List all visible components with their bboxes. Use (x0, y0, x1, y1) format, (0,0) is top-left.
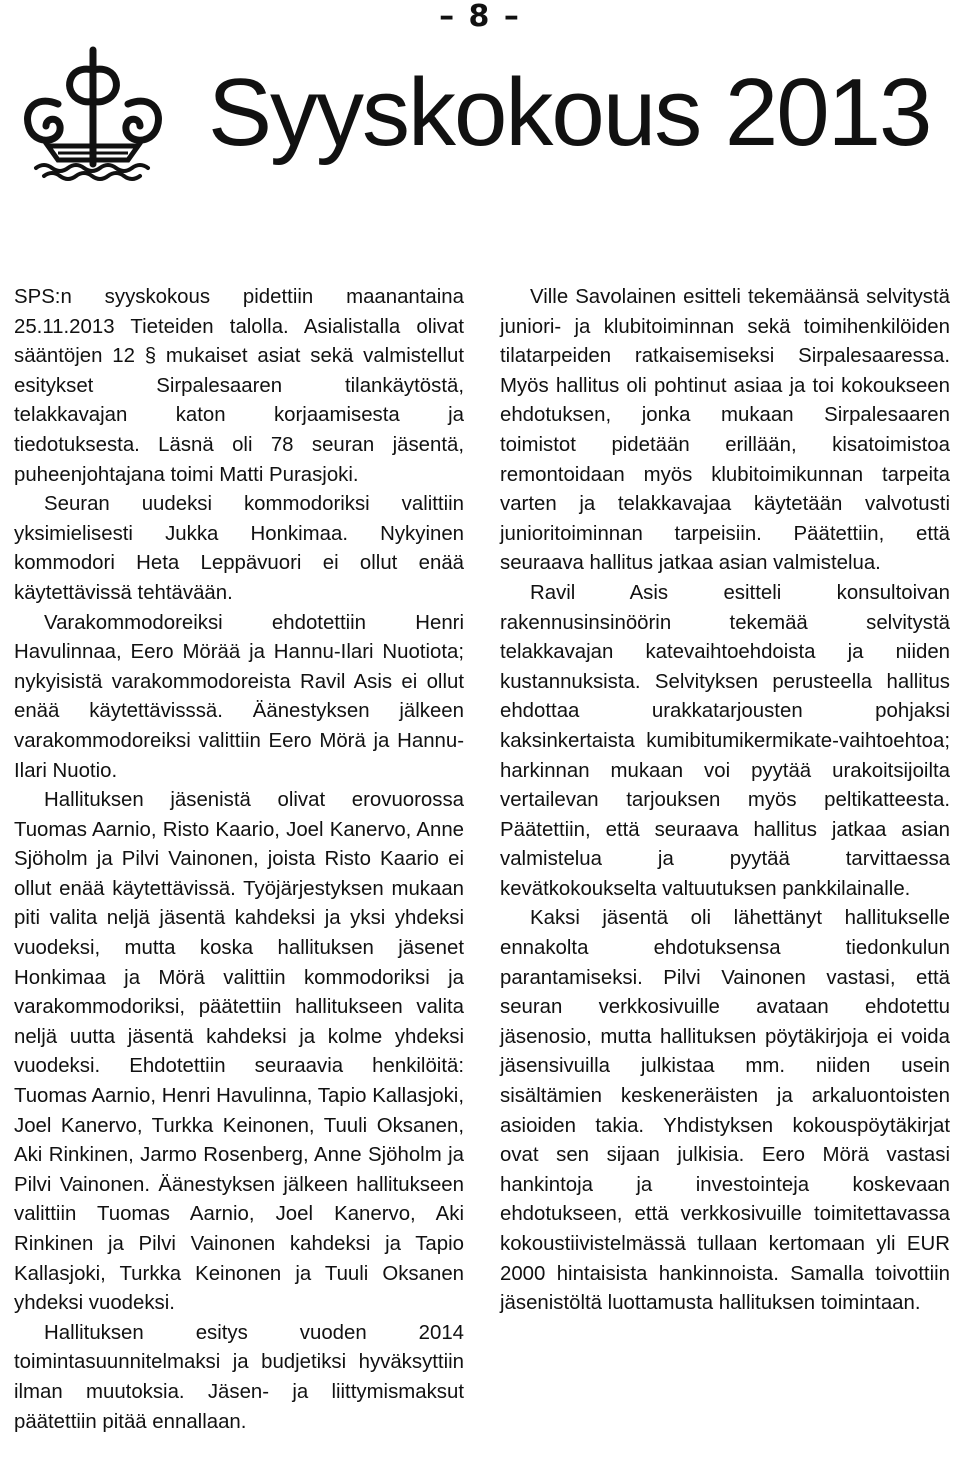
left-column (14, 283, 464, 1437)
paragraph: SPS:n syyskokous pidettiin maanantaina 25.11.2013 Tieteiden talolla. Asialistalla olivat sääntöjen 12 § mukaiset asiat sekä valmistellut esitykset Sirpalesaaren tilankäytöstä, telakkavajan katon korjaamisesta ja tiedotuksesta. Läsnä oli 78 seuran jäsentä, puheenjohtajana toimi Matti Purasjoki. (14, 286, 464, 486)
paragraph: Varakommodoreiksi ehdotettiin Henri Havulinnaa, Eero Mörää ja Hannu-Ilari Nuotiota; nykyisistä varakommodoreista Ravil Asis ei ollut enää käytettävisssä. Äänestyksen jälkeen varakommodoreiksi valittiin Eero Mörä ja Hannu-Ilari Nuotio. (14, 611, 464, 782)
page-number: – 8 – (439, 0, 521, 34)
paragraph: Kaksi jäsentä oli lähettänyt hallitukselle ennakolta ehdotuksensa tiedonkulun parantamiseksi. Pilvi Vainonen vastasi, että seuran verkkosivuille avataan ehdotettu jäsenosio, mutta hallituksen pöytäkirjoja ei voida jäsensivuilla julkistaa mm. niiden usein sisältämien keskeneräisten ja arkaluontoisten asioiden takia. Yhdistyksen kokouspöytäkirjat ovat sen sijaan julkisia. Eero Mörä vastasi hankintoja ja investointeja koskevaan ehdotukseen, että verkkosivuille toimitettavassa kokoustiivistelmässä tullaan kertomaan yli EUR 2000 hintaisista hankinnoista. Samalla toivottiin jäsenistöltä luottamusta hallituksen toimintaan. (500, 907, 950, 1315)
article-title: Syyskokous 2013 (208, 59, 931, 166)
paragraph: Hallituksen esitys vuoden 2014 toimintasuunnitelmaksi ja budjetiksi hyväksyttiin ilman muutoksia. Jäsen- ja liittymismaksut päätettiin pitää ennallaan. (14, 1321, 464, 1433)
paragraph: Seuran uudeksi kommodoriksi valittiin yksimielisesti Jukka Honkimaa. Nykyinen kommodori Heta Leppävuori ei ollut enää käytettävissä tehtävään. (14, 493, 464, 604)
paragraph: Ravil Asis esitteli konsultoivan rakennusinsinöörin tekemää selvitystä telakkavajan katevaihtoehdoista ja niiden kustannuksista. Selvityksen perusteella hallitus ehdottaa urakkatarjousten pohjaksi kaksinkertaista kumibitumikermikate-vaihtoehtoa; harkinnan mukaan voi pyytää urakoitsijoilta vertailevan tarjouksen myös peltikatteesta. Päätettiin, että seuraava hallitus jatkaa asian valmistelua ja pyytää tarvittaessa kevätkokoukselta valtuutuksen pankkilainalle. (500, 581, 950, 900)
paragraph: Ville Savolainen esitteli tekemäänsä selvitystä juniori- ja klubitoiminnan sekä toimihenkilöiden tilatarpeiden ratkaisemiseksi Sirpalesaaressa. Myös hallitus oli pohtinut asiaa ja toi kokoukseen ehdotuksen, jonka mukaan Sirpalesaaren toimistot pidetään erillään, kisatoimistoa remontoidaan myös klubitoimikunnan tarpeita varten ja telakkavajaa käytetään valvotusti junioritoiminnan tarpeisiin. Päätettiin, että seuraava hallitus jatkaa asian valmistelua. (500, 286, 950, 575)
right-column (500, 283, 950, 1319)
club-logo-icon (14, 42, 172, 182)
paragraph: Hallituksen jäsenistä olivat erovuorossa Tuomas Aarnio, Risto Kaario, Joel Kanervo, Anne Sjöholm ja Pilvi Vainonen, joista Risto Kaario ei ollut enää käytettävissä. Työjärjestyksen mukaan piti valita neljä jäsentä kahdeksi ja yksi yhdeksi vuodeksi, mutta koska hallituksen jäsenet Honkimaa ja Mörä valittiin kommodoriksi ja varakommodoriksi, päätettiin hallitukseen valita neljä uutta jäsentä kahdeksi ja kolme yhdeksi vuodeksi. Ehdotettiin seuraavia henkilöitä: Tuomas Aarnio, Henri Havulinna, Tapio Kallasjoki, Joel Kanervo, Turkka Keinonen, Tuuli Oksanen, Aki Rinkinen, Jarmo Rosenberg, Anne Sjöholm ja Pilvi Vainonen. Äänestyksen jälkeen hallitukseen valittiin Tuomas Aarnio, Joel Kanervo, Aki Rinkinen ja Pilvi Vainonen kahdeksi ja Tapio Kallasjoki, Turkka Keinonen ja Tuuli Oksanen yhdeksi vuodeksi. (14, 789, 464, 1315)
